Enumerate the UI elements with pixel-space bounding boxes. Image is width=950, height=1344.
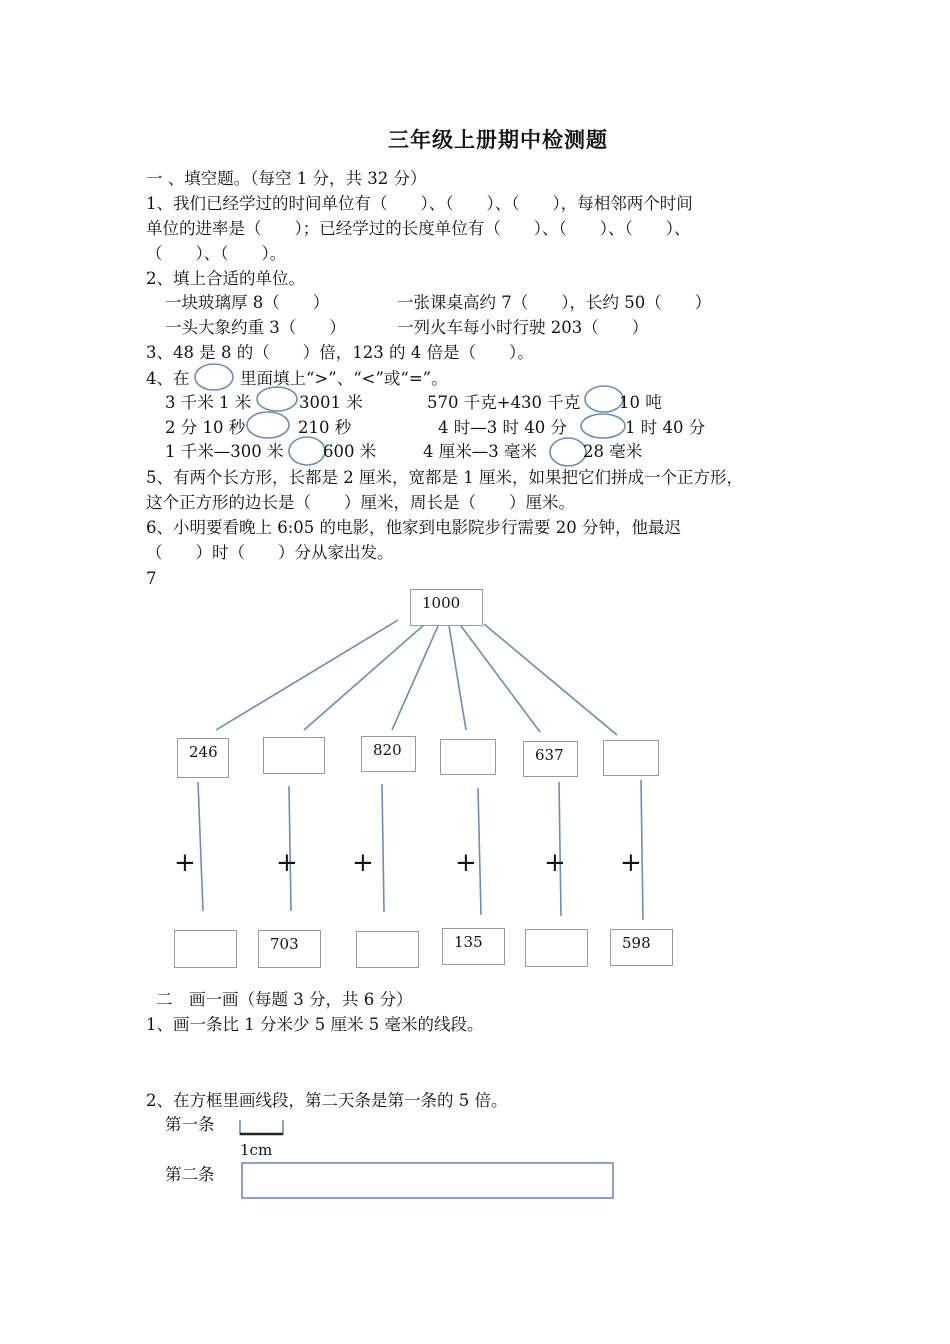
compare-oval: [247, 412, 289, 438]
root-box: 1000: [410, 589, 483, 626]
tree-line: [484, 624, 617, 735]
top-box[interactable]: [603, 740, 659, 776]
compare-oval: [257, 387, 297, 411]
q5-line1: 5、有两个长方形，长都是 2 厘米，宽都是 1 厘米，如果把它们拼成一个正方形，: [146, 468, 743, 487]
compare-oval: [581, 414, 625, 438]
q1-line2: 单位的进率是（ ）；已经学过的长度单位有（ ）、（ ）、（ ）、: [146, 219, 691, 238]
top-box[interactable]: 246: [177, 738, 229, 778]
bottom-box[interactable]: 135: [442, 928, 505, 965]
q2-b: 一张课桌高约 7（ ），长约 50（ ）: [397, 293, 712, 312]
q4-item-left: 4 时—3 时 40 分: [438, 418, 567, 437]
q4-item-left: 2 分 10 秒: [165, 418, 246, 437]
q4-item-right: 10 吨: [619, 393, 662, 412]
page-title: 三年级上册期中检测题: [388, 127, 608, 152]
s2-q1: 1、画一条比 1 分米少 5 厘米 5 毫米的线段。: [146, 1015, 484, 1034]
q4-item-left: 3 千米 1 米: [165, 393, 252, 412]
plus-sign: +: [544, 848, 566, 878]
first-label: 第一条: [165, 1115, 215, 1134]
bottom-box[interactable]: [356, 931, 419, 968]
section1-heading: 一 、填空题。（每空 1 分，共 32 分）: [146, 169, 427, 188]
second-label: 第二条: [165, 1165, 215, 1184]
q4-item-right: 210 秒: [298, 418, 352, 437]
compare-oval: [585, 386, 623, 412]
top-box[interactable]: [263, 737, 325, 774]
q2-a: 一块玻璃厚 8（ ）: [165, 293, 330, 312]
q4-item-left: 570 千克+430 千克: [427, 393, 581, 412]
compare-oval: [550, 438, 586, 466]
q1-line1: 1、我们已经学过的时间单位有（ ）、（ ）、（ ），每相邻两个时间: [146, 194, 693, 213]
bottom-box[interactable]: 703: [258, 930, 321, 968]
q4-item-right: 600 米: [323, 442, 377, 461]
plus-sign: +: [620, 848, 642, 878]
vertical-line: [382, 784, 384, 912]
bottom-box[interactable]: [174, 930, 237, 968]
tree-line: [216, 620, 398, 730]
q6-line1: 6、小明要看晚上 6:05 的电影，他家到电影院步行需要 20 分钟，他最迟: [146, 518, 682, 537]
top-box[interactable]: [440, 739, 496, 775]
q2-c: 一头大象约重 3（ ）: [165, 318, 346, 337]
vertical-line: [198, 782, 203, 911]
tree-line: [461, 626, 540, 732]
bottom-box[interactable]: 598: [610, 929, 673, 966]
tree-line: [449, 626, 466, 730]
unit-label: 1cm: [240, 1141, 273, 1159]
q4-head-b: 里面填上“>”、“<”或“=”。: [240, 369, 448, 388]
section2-heading: 二 画一画（每题 3 分，共 6 分）: [156, 990, 413, 1009]
top-box[interactable]: 820: [361, 736, 416, 772]
q4-item-left: 1 千米—300 米: [165, 442, 284, 461]
tree-line: [392, 626, 438, 730]
plus-sign: +: [174, 848, 196, 878]
q4-item-right: 28 毫米: [583, 442, 643, 461]
compare-oval: [289, 437, 325, 465]
q2-heading: 2、填上合适的单位。: [146, 269, 305, 288]
q4-head-a: 4、在: [146, 369, 190, 388]
q6-line2: （ ）时（ ）分从家出发。: [146, 543, 394, 562]
bottom-box[interactable]: [525, 929, 588, 967]
q3: 3、48 是 8 的（ ）倍，123 的 4 倍是（ ）。: [146, 343, 534, 362]
q1-line3: （ ）、（ ）。: [146, 244, 287, 263]
top-box[interactable]: 637: [523, 741, 578, 777]
q4-item-right: 3001 米: [299, 393, 363, 412]
q4-item-left: 4 厘米—3 毫米: [423, 442, 537, 461]
plus-sign: +: [276, 848, 298, 878]
s2-q2: 2、在方框里画线段，第二天条是第一条的 5 倍。: [146, 1091, 508, 1110]
q4-item-right: 1 时 40 分: [625, 418, 706, 437]
plus-sign: +: [352, 848, 374, 878]
q5-line2: 这个正方形的边长是（ ）厘米，周长是（ ）厘米。: [146, 493, 575, 512]
q2-d: 一列火车每小时行驶 203（ ）: [397, 318, 649, 337]
vertical-line: [478, 788, 481, 915]
plus-sign: +: [455, 848, 477, 878]
q7-label: 7: [146, 569, 157, 588]
second-segment-box: [242, 1163, 613, 1198]
compare-oval: [195, 364, 233, 390]
